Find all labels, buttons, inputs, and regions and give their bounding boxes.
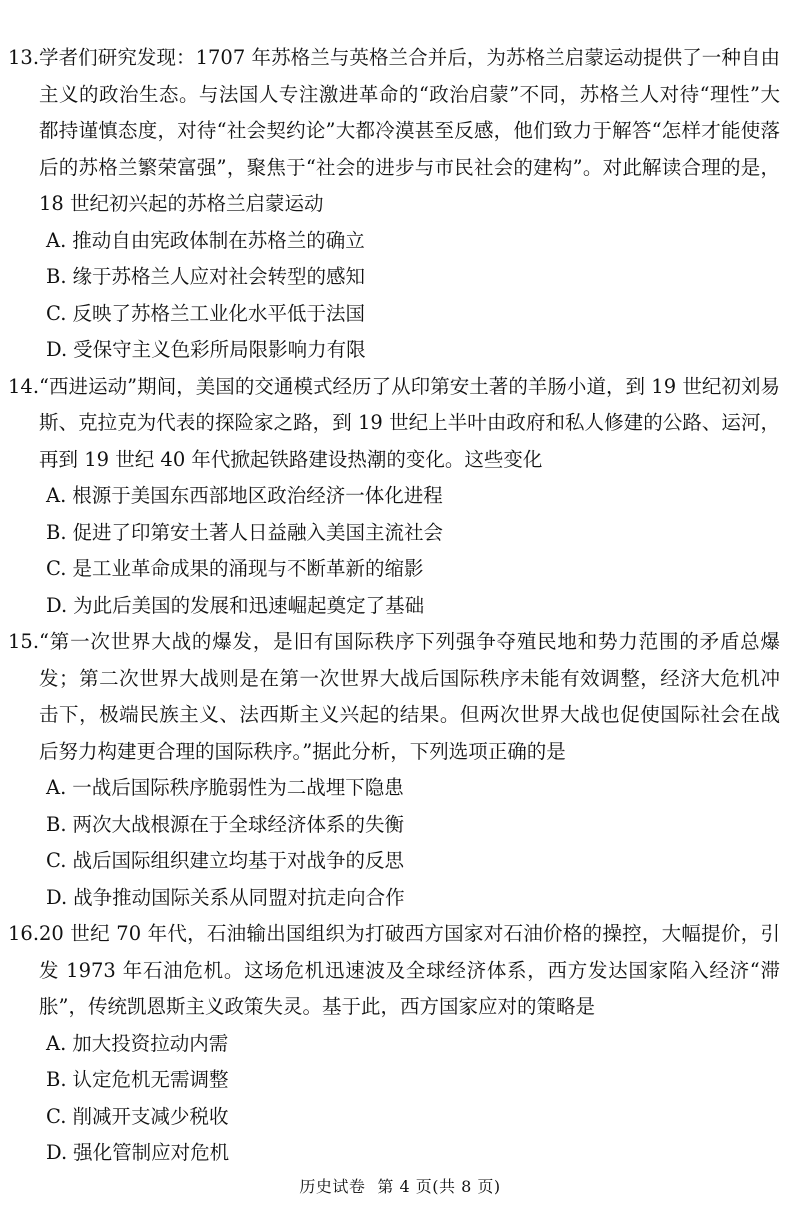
option-a [8,223,780,260]
option-letter: C. [46,301,67,325]
option-c [8,843,780,880]
option-d [8,1135,780,1172]
option-text: 强化管制应对危机 [73,1141,230,1164]
option-text: 为此后美国的发展和迅速崛起奠定了基础 [73,593,425,617]
option-letter: A. [46,1031,67,1055]
option-letter: C. [46,1104,67,1128]
option-b [8,259,780,296]
option-text: 是工业革命成果的涌现与不断革新的缩影 [72,557,424,580]
option-letter: B. [46,1068,67,1091]
option-text: 加大投资拉动内需 [72,1031,229,1055]
option-letter: A. [46,484,67,507]
option-text: 促进了印第安土著人日益融入美国主流社会 [72,520,444,544]
option-text: 战后国际组织建立均基于对战争的反思 [72,849,404,872]
option-a [8,478,780,515]
question-number: 15. [8,630,40,653]
question-stem [8,916,780,1026]
option-d [8,588,780,625]
option-c [8,1099,780,1136]
option-list [8,770,780,916]
option-text: 战争推动国际关系从同盟对抗走向合作 [73,885,405,909]
option-text: 反映了苏格兰工业化水平低于法国 [72,301,365,325]
question-text: 20 世纪 70 年代，石油输出国组织为打破西方国家对石油价格的操控，大幅提价，引发 1973 年石油危机。这场危机迅速波及全球经济体系，西方发达国家陷入经济“滞胀”，传统凯恩斯主义政策失灵。基于此，西方国家应对的策略是 [39,922,780,1018]
option-c [8,551,780,588]
option-a [8,1026,780,1063]
footer-page-number: 第 4 页(共 8 页) [377,1177,501,1196]
option-letter: B. [46,265,67,288]
question-number: 14. [8,374,40,398]
option-text: 两次大战根源在于全球经济体系的失衡 [72,812,405,836]
option-a [8,770,780,807]
option-letter: A. [46,228,67,252]
option-text: 根源于美国东西部地区政治经济一体化进程 [72,484,443,507]
question-number: 16. [8,922,40,945]
question-16 [8,916,780,1172]
option-letter: D. [46,1141,68,1164]
option-letter: D. [46,593,68,617]
option-text: 削减开支减少税收 [72,1104,229,1128]
question-stem [8,624,780,770]
option-text: 受保守主义色彩所局限影响力有限 [73,338,366,361]
option-b [8,1062,780,1099]
option-letter: B. [46,520,67,544]
option-letter: A. [46,776,67,799]
option-letter: D. [46,885,68,909]
option-letter: D. [46,338,68,361]
option-c [8,296,780,333]
question-stem [8,40,780,223]
question-text: 学者们研究发现：1707 年苏格兰与英格兰合并后，为苏格兰启蒙运动提供了一种自由主义的政治生态。与法国人专注激进革命的“政治启蒙”不同，苏格兰人对待“理性”大都持谨慎态度，对待“社会契约论”大都冷漠甚至反感，他们致力于解答“怎样才能使落后的苏格兰繁荣富强”，聚焦于“社会的进步与市民社会的建构”。对此解读合理的是，18 世纪初兴起的苏格兰启蒙运动 [39,46,780,215]
question-number: 13. [8,46,40,69]
option-text: 一战后国际秩序脆弱性为二战埋下隐患 [72,776,404,799]
question-13 [8,40,780,369]
question-text: “西进运动”期间，美国的交通模式经历了从印第安土著的羊肠小道，到 19 世纪初刘易斯、克拉克为代表的探险家之路，到 19 世纪上半叶由政府和私人修建的公路、运河，再到 19 世纪 40 年代掀起铁路建设热潮的变化。这些变化 [39,374,780,471]
option-d [8,880,780,917]
option-text: 认定危机无需调整 [72,1068,229,1091]
option-text: 缘于苏格兰人应对社会转型的感知 [72,265,366,288]
question-stem [8,369,780,479]
page-footer [0,1176,800,1198]
question-15 [8,624,780,916]
question-14 [8,369,780,625]
option-list [8,1026,780,1172]
option-list [8,478,780,624]
option-list [8,223,780,369]
option-b [8,515,780,552]
option-letter: C. [46,557,67,580]
option-d [8,332,780,369]
option-text: 推动自由宪政体制在苏格兰的确立 [72,228,365,252]
option-letter: C. [46,849,67,872]
question-text: “第一次世界大战的爆发，是旧有国际秩序下列强争夺殖民地和势力范围的矛盾总爆发；第二次世界大战则是在第一次世界大战后国际秩序未能有效调整，经济大危机冲击下，极端民族主义、法西斯主义兴起的结果。但两次世界大战也促使国际社会在战后努力构建更合理的国际秩序。”据此分析，下列选项正确的是 [39,630,780,763]
option-b [8,807,780,844]
footer-subject: 历史试卷 [299,1177,366,1196]
option-letter: B. [46,812,67,836]
